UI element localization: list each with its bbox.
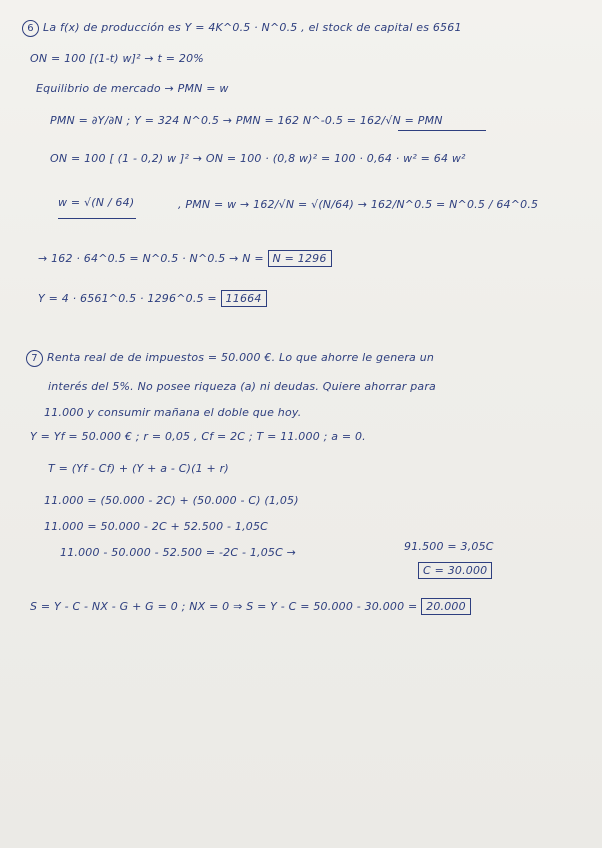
n-result-box: N = 1296 <box>268 250 332 267</box>
problem6-on-formula: ON = 100 [(1-t) w]² → t = 20% <box>30 52 204 65</box>
problem7-text-line3: 11.000 y consumir mañana el doble que hoy. <box>44 406 302 419</box>
problem6-y-solve: Y = 4 · 6561^0.5 · 1296^0.5 = 11664 <box>38 290 267 307</box>
problem6-on-substitution: ON = 100 [ (1 - 0,2) w ]² → ON = 100 · (0,8 w)² = 100 · 0,64 · w² = 64 w² <box>50 152 466 165</box>
problem7-step3-result: 91.500 = 3,05C <box>404 540 494 553</box>
problem6-n-solve: → 162 · 64^0.5 = N^0.5 · N^0.5 → N = N = 1296 <box>38 250 332 267</box>
problem6-w-expression: w = √(N / 64) <box>58 196 135 209</box>
problem7-givens: Y = Yf = 50.000 € ; r = 0,05 , Cf = 2C ; T = 11.000 ; a = 0. <box>30 430 366 443</box>
s-result-box: 20.000 <box>421 598 471 615</box>
problem6-number: 6 <box>22 20 39 37</box>
c-result-box: C = 30.000 <box>418 562 492 579</box>
problem7-step3: 11.000 - 50.000 - 52.500 = -2C - 1,05C → <box>60 546 297 559</box>
problem6-w-equation: , PMN = w → 162/√N = √(N/64) → 162/N^0.5 = N^0.5 / 64^0.5 <box>178 198 539 211</box>
problem7-text-line2: interés del 5%. No posee riqueza (a) ni deudas. Quiere ahorrar para <box>48 380 437 393</box>
problem7-s-line: S = Y - C - NX - G + G = 0 ; NX = 0 ⇒ S = Y - C = 50.000 - 30.000 = 20.000 <box>30 598 471 615</box>
problem7-step2: 11.000 = 50.000 - 2C + 52.500 - 1,05C <box>44 520 269 533</box>
problem6-equilibrium: Equilibrio de mercado → PMN = w <box>36 82 229 95</box>
w-underline <box>58 218 136 219</box>
pmn-underline <box>398 130 486 131</box>
problem7-text-line1: 7 Renta real de de impuestos = 50.000 €. Lo que ahorre le genera un <box>26 350 434 367</box>
problem6-pmn-derivation: PMN = ∂Y/∂N ; Y = 324 N^0.5 → PMN = 162 N^-0.5 = 162/√N = PMN <box>50 114 443 127</box>
problem7-step1: 11.000 = (50.000 - 2C) + (50.000 - C) (1,05) <box>44 494 299 507</box>
problem6-intro: 6 La f(x) de producción es Y = 4K^0.5 · N^0.5 , el stock de capital es 6561 <box>22 20 462 37</box>
problem7-number: 7 <box>26 350 43 367</box>
problem7-c-result <box>418 562 492 579</box>
problem7-t-equation: T = (Yf - Cf) + (Y + a - C)(1 + r) <box>48 462 229 475</box>
y-result-box: 11664 <box>221 290 267 307</box>
